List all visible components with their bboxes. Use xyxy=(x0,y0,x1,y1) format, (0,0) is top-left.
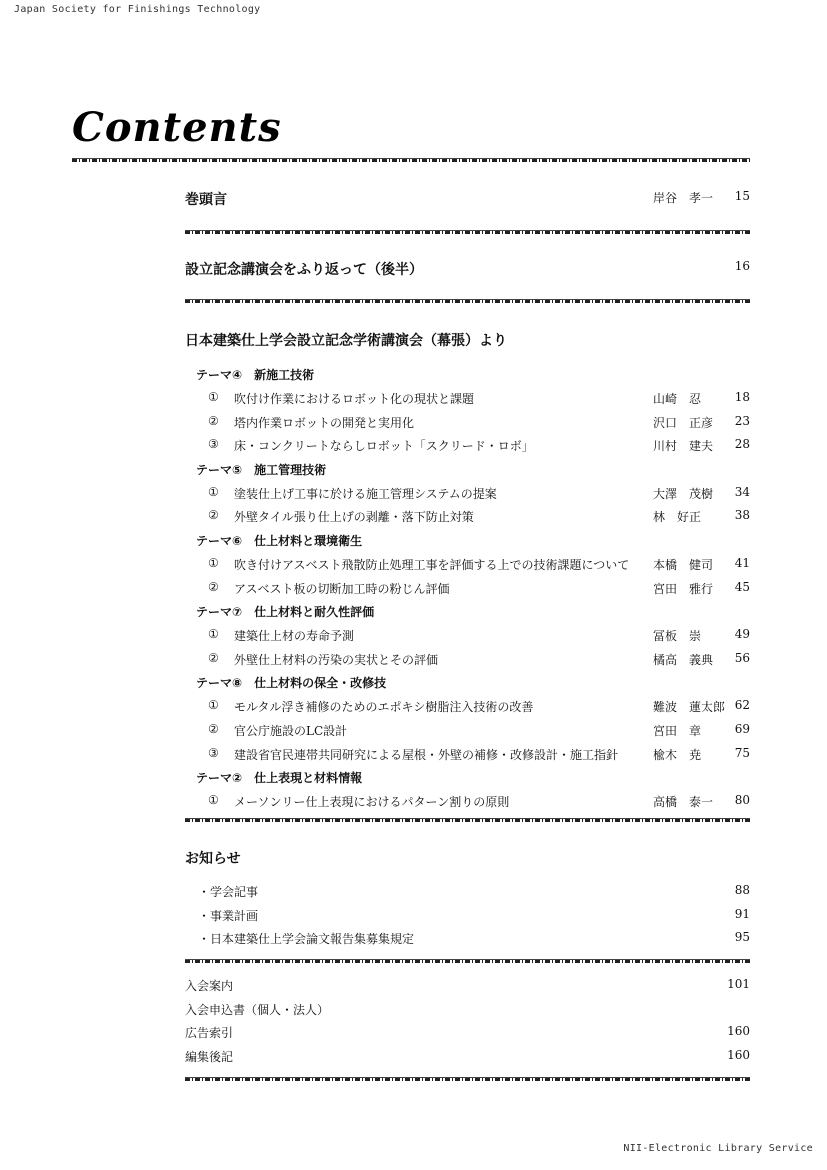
item-page: 80 xyxy=(734,793,750,808)
misc-item[interactable] xyxy=(185,1024,750,1042)
symposium-title: 日本建築仕上学会設立記念学術講演会（幕張）より xyxy=(185,333,507,349)
toc-item[interactable] xyxy=(208,746,750,764)
notices-heading xyxy=(185,848,750,868)
item-author: 川村 建夫 xyxy=(653,439,714,454)
theme-label: テーマ⑥ xyxy=(196,534,243,548)
item-author: 楡木 尭 xyxy=(653,747,702,762)
item-author: 冨板 崇 xyxy=(653,629,702,644)
theme-name: 仕上材料の保全・改修技 xyxy=(254,676,387,691)
toc-item[interactable] xyxy=(208,698,750,716)
item-number: ② xyxy=(208,650,219,665)
toc-item[interactable] xyxy=(208,627,750,645)
theme-label: テーマ④ xyxy=(196,368,243,382)
item-number: ① xyxy=(208,556,219,570)
item-author: 宮田 雅行 xyxy=(653,581,714,596)
item-author: 難波 蓮太郎 xyxy=(653,700,726,715)
item-author: 大澤 茂樹 xyxy=(653,486,714,501)
item-page: 56 xyxy=(734,650,750,665)
divider xyxy=(185,959,750,963)
theme-heading xyxy=(196,674,386,691)
item-number: ③ xyxy=(208,437,219,452)
item-title: モルタル浮き補修のためのエポキシ樹脂注入技術の改善 xyxy=(234,700,534,715)
item-title: 建設省官民連帯共同研究による屋根・外壁の補修・改修設計・施工指針 xyxy=(234,747,619,762)
preface-entry[interactable] xyxy=(185,189,750,209)
misc-title: 広告索引 xyxy=(185,1026,234,1041)
item-page: 45 xyxy=(734,579,750,594)
divider xyxy=(185,818,750,822)
misc-item[interactable] xyxy=(185,1048,750,1066)
toc-item[interactable] xyxy=(208,793,750,811)
item-author: 宮田 章 xyxy=(653,724,702,738)
item-author: 林 好正 xyxy=(653,510,702,525)
item-author: 高橋 泰一 xyxy=(653,795,714,810)
theme-name: 施工管理技術 xyxy=(254,462,327,477)
item-number: ① xyxy=(208,627,219,642)
toc-item[interactable] xyxy=(208,651,750,669)
misc-title: 編集後記 xyxy=(185,1050,234,1065)
memorial-page: 16 xyxy=(734,259,750,273)
notice-title: ・学会記事 xyxy=(198,885,259,899)
notices-title: お知らせ xyxy=(185,851,241,867)
item-title: 吹付け作業におけるロボット化の現状と課題 xyxy=(234,392,475,406)
toc-item[interactable] xyxy=(208,508,750,526)
item-title: 外壁タイル張り仕上げの剥離・落下防止対策 xyxy=(234,510,474,525)
theme-name: 仕上材料と環境衛生 xyxy=(254,534,363,548)
item-page: 49 xyxy=(734,627,750,642)
item-number: ① xyxy=(208,390,219,404)
theme-name: 新施工技術 xyxy=(254,368,315,382)
item-title: 吹き付けアスベスト飛散防止処理工事を評価する上での技術課題について xyxy=(234,558,630,572)
item-number: ① xyxy=(208,484,219,499)
notice-item[interactable] xyxy=(198,883,750,901)
theme-name: 仕上材料と耐久性評価 xyxy=(254,605,375,620)
toc-item[interactable] xyxy=(208,556,750,574)
item-page: 41 xyxy=(734,556,750,570)
item-page: 28 xyxy=(734,437,750,452)
item-number: ① xyxy=(208,698,219,713)
memorial-entry[interactable] xyxy=(185,259,750,279)
toc-item[interactable] xyxy=(208,390,750,408)
toc-item[interactable] xyxy=(208,722,750,740)
toc-item[interactable] xyxy=(208,414,750,432)
toc-item[interactable] xyxy=(208,485,750,503)
theme-label: テーマ② xyxy=(196,771,243,786)
item-title: 官公庁施設のLC設計 xyxy=(234,724,348,738)
notice-item[interactable] xyxy=(198,930,750,948)
divider xyxy=(185,230,750,234)
item-page: 38 xyxy=(734,508,750,523)
item-author: 沢口 正彦 xyxy=(653,415,714,430)
item-title: メーソンリー仕上表現におけるパターン割りの原則 xyxy=(234,795,510,810)
item-author: 本橋 健司 xyxy=(653,558,714,572)
misc-item[interactable] xyxy=(185,977,750,995)
item-page: 62 xyxy=(734,698,750,713)
item-page: 23 xyxy=(734,413,750,428)
misc-item[interactable] xyxy=(185,1001,750,1019)
theme-label: テーマ⑧ xyxy=(196,676,243,691)
notice-page: 95 xyxy=(734,930,750,944)
notice-page: 91 xyxy=(734,906,750,921)
theme-label: テーマ⑦ xyxy=(196,605,243,620)
item-title: 床・コンクリートならしロボット「スクリード・ロボ」 xyxy=(234,439,534,454)
toc-item[interactable] xyxy=(208,437,750,455)
item-number: ② xyxy=(208,722,219,736)
theme-heading xyxy=(196,366,314,383)
misc-title: 入会案内 xyxy=(185,979,234,993)
item-title: アスベスト板の切断加工時の粉じん評価 xyxy=(234,581,450,596)
preface-title: 巻頭言 xyxy=(185,192,227,208)
theme-heading xyxy=(196,769,362,786)
divider xyxy=(185,299,750,303)
item-number: ② xyxy=(208,579,219,594)
theme-name: 仕上表現と材料情報 xyxy=(254,771,363,786)
item-author: 橘高 義典 xyxy=(653,652,714,667)
misc-page: 101 xyxy=(727,977,750,991)
misc-title: 入会申込書（個人・法人） xyxy=(185,1002,330,1017)
symposium-heading xyxy=(185,330,750,350)
society-header: Japan Society for Finishings Technology xyxy=(14,4,261,15)
notice-title: ・日本建築仕上学会論文報告集募集規定 xyxy=(198,932,415,946)
item-title: 外壁仕上材料の汚染の実状とその評価 xyxy=(234,652,439,667)
theme-heading xyxy=(196,532,362,549)
item-title: 建築仕上材の寿命予測 xyxy=(234,629,355,644)
theme-heading xyxy=(196,461,326,478)
preface-page: 15 xyxy=(734,189,750,203)
contents-title: Contents xyxy=(72,104,282,151)
misc-page: 160 xyxy=(727,1048,750,1063)
item-page: 18 xyxy=(734,390,750,404)
item-number: ② xyxy=(208,508,219,523)
item-page: 34 xyxy=(734,484,750,499)
notice-page: 88 xyxy=(734,883,750,897)
item-page: 69 xyxy=(734,722,750,736)
divider xyxy=(72,158,750,162)
misc-page: 160 xyxy=(727,1024,750,1039)
footer-service: NII-Electronic Library Service xyxy=(623,1143,813,1154)
divider xyxy=(185,1077,750,1081)
notice-title: ・事業計画 xyxy=(198,908,259,923)
item-page: 75 xyxy=(734,745,750,760)
toc-item[interactable] xyxy=(208,580,750,598)
item-number: ② xyxy=(208,413,219,428)
memorial-title: 設立記念講演会をふり返って（後半） xyxy=(185,262,423,278)
item-number: ① xyxy=(208,793,219,808)
item-number: ③ xyxy=(208,745,219,760)
item-title: 塔内作業ロボットの開発と実用化 xyxy=(234,415,415,430)
theme-heading xyxy=(196,603,374,620)
preface-author: 岸谷 孝一 xyxy=(653,191,714,205)
item-title: 塗装仕上げ工事に於ける施工管理システムの提案 xyxy=(234,486,497,501)
notice-item[interactable] xyxy=(198,907,750,925)
item-author: 山崎 忍 xyxy=(653,392,702,406)
theme-label: テーマ⑤ xyxy=(196,462,243,477)
